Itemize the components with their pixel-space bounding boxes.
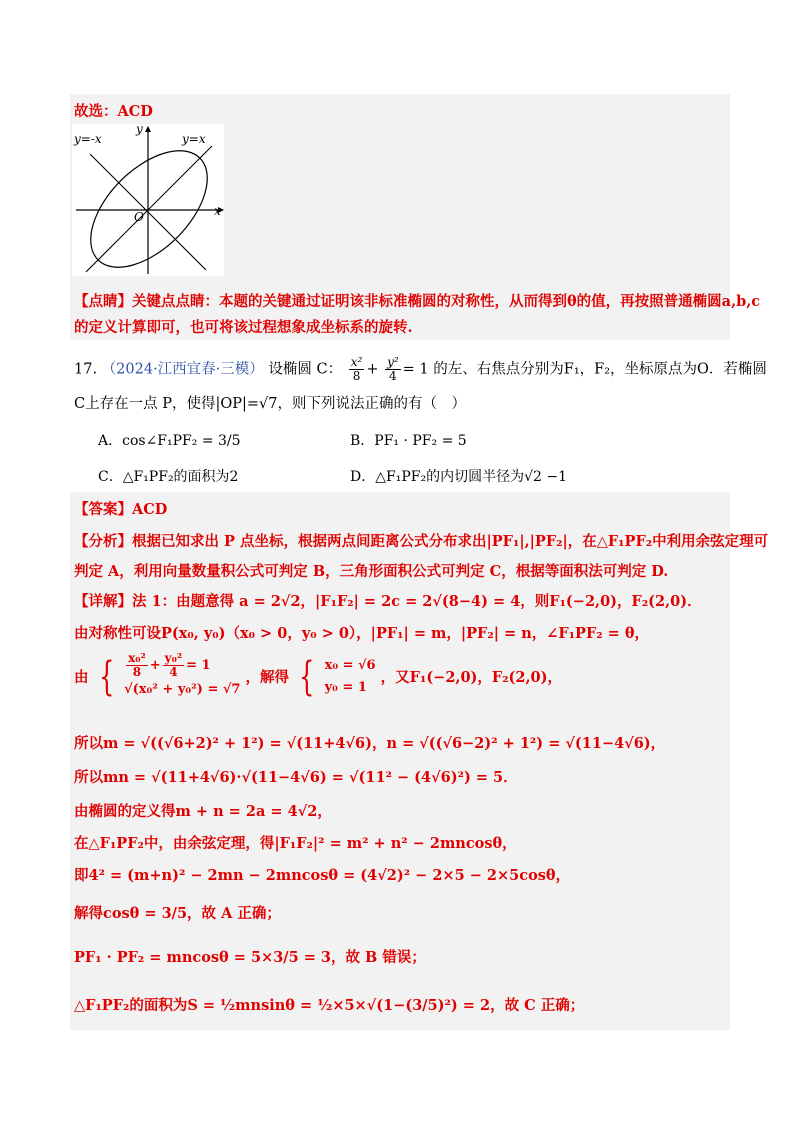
detail-line-2: 由对称性可设P(x₀, y₀)（x₀ > 0，y₀ > 0），|PF₁| = m，|PF₂| = n，∠F₁PF₂ = θ，: [74, 625, 650, 642]
detail-line-7: 在△F₁PF₂中，由余弦定理，得|F₁F₂|² = m² + n² − 2mncosθ，: [74, 835, 517, 852]
label-y-pos-x: y=x: [182, 132, 206, 146]
previous-answer: 故选：ACD: [74, 103, 153, 120]
ellipse-diagram: [72, 124, 224, 276]
answer-label: 【答案】ACD: [74, 501, 168, 518]
analysis-line-2: 判定 A，利用向量数量积公式可判定 B，三角形面积公式可判定 C，根据等面积法可判定 D.: [74, 563, 669, 580]
detail-line-8: 即4² = (m+n)² − 2mn − 2mncosθ = (4√2)² − 2×5 − 2×5cosθ，: [74, 867, 571, 884]
option-d: D．△F₁PF₂的内切圆半径为√2 −1: [350, 469, 567, 485]
detail-3-mid: ，解得: [245, 669, 290, 686]
fraction-y2-4: $\frac{\text{y²}}{4}$: [387, 355, 399, 383]
detail-line-11: △F₁PF₂的面积为S = ½mnsinθ = ½×5×√(1−(3/5)²) = 2，故 C 正确；: [74, 997, 585, 1014]
detail-3-suffix: ，又F₁(−2,0)，F₂(2,0)，: [380, 669, 563, 686]
dianjing-line-2: 的定义计算即可，也可将该过程想象成坐标系的旋转.: [74, 319, 413, 336]
question-text-b: 的左、右焦点分别为F₁，F₂，坐标原点为O．若椭圆: [433, 361, 767, 378]
detail-line-10: PF₁ · PF₂ = mncosθ = 5×3/5 = 3，故 B 错误；: [74, 949, 426, 966]
left-brace-2: {: [299, 653, 315, 700]
label-y-neg-x: y=-x: [74, 132, 102, 146]
fraction-x2-8: $\frac{\text{x²}}{8}$: [350, 355, 363, 383]
detail-3-prefix: 由: [74, 669, 89, 686]
detail-line-3: [74, 652, 562, 701]
analysis-line-1: 【分析】根据已知求出 P 点坐标，根据两点间距离公式分布求出|PF₁|,|PF₂|，在△F₁PF₂中利用余弦定理可: [74, 533, 769, 550]
label-origin: O: [134, 210, 144, 224]
ellipse-figure: [72, 124, 224, 276]
label-y-axis: y: [136, 122, 143, 136]
left-brace: {: [98, 653, 114, 700]
option-b: B．PF₁ · PF₂ = 5: [350, 433, 467, 449]
detail-line-1: 【详解】法 1：由题意得 a = 2√2，|F₁F₂| = 2c = 2√(8−4) = 4，则F₁(−2,0)，F₂(2,0)．: [74, 593, 702, 610]
question-source: （2024·江西宜春·三模）: [101, 361, 264, 378]
question-line-1: 17. （2024·江西宜春·三模） 设椭圆 C： $\frac{\text{x²}}{8}$ + $\frac{\text{y²}}{4}$ = 1 的左、右焦点分别为F₁，F₂，坐标原点为O．若椭圆: [74, 355, 767, 383]
option-c: C．△F₁PF₂的面积为2: [98, 469, 239, 485]
solution-system: x₀ = √6 y₀ = 1: [324, 657, 376, 695]
question-line-2: C上存在一点 P，使得|OP|=√7，则下列说法正确的有（ ）: [74, 396, 466, 412]
option-a: A．cos∠F₁PF₂ = 3/5: [98, 433, 241, 449]
equation-system: $\frac{\text{x₀²}}{8}$ + $\frac{\text{y₀²}}{4}$ = 1 √(x₀² + y₀²) = √7: [124, 651, 241, 697]
label-x-axis: x: [214, 204, 221, 218]
detail-line-4: 所以m = √((√6+2)² + 1²) = √(11+4√6)，n = √((√6−2)² + 1²) = √(11−4√6)，: [74, 735, 666, 752]
question-text-a: 设椭圆 C：: [268, 361, 343, 378]
dianjing-line-1: 【点睛】关键点点睛：本题的关键通过证明该非标准椭圆的对称性，从而得到θ的值，再按照普通椭圆a,b,c: [74, 293, 761, 310]
question-number: 17.: [74, 361, 98, 378]
detail-line-6: 由椭圆的定义得m + n = 2a = 4√2，: [74, 803, 332, 820]
detail-line-5: 所以mn = √(11+4√6)·√(11−4√6) = √(11² − (4√6)²) = 5．: [74, 769, 518, 786]
detail-line-9: 解得cosθ = 3/5，故 A 正确；: [74, 905, 281, 922]
